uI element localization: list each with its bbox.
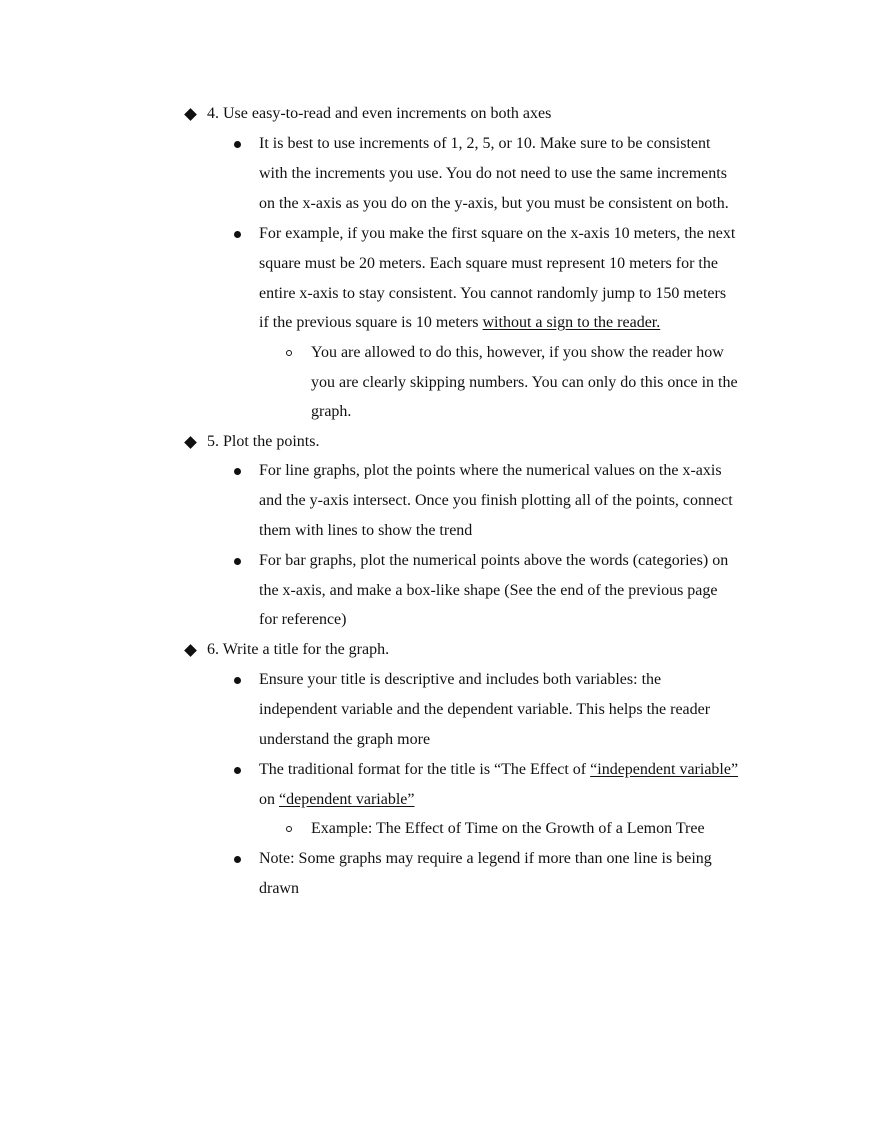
section-5-bullet-1-line-1: For line graphs, plot the points where the numerical values on the x-axis [259, 462, 722, 479]
section-5-bullet-2-line-3: for reference) [259, 611, 347, 628]
dependent-variable-phrase: “dependent variable” [279, 791, 415, 808]
section-6-heading: 6. Write a title for the graph. [207, 641, 390, 658]
bullet-dot-icon [234, 231, 241, 238]
section-6-bullet-2-line-1-text: The traditional format for the title is “The Effect of [259, 761, 591, 778]
section-5-bullet-1-line-3: them with lines to show the trend [259, 522, 473, 539]
section-6-bullet-3-line-1: Note: Some graphs may require a legend if more than one line is being [259, 850, 712, 867]
section-6-bullet-2-line-2 [259, 790, 414, 810]
section-5-bullet-2-line-2: the x-axis, and make a box-like shape (See the end of the previous page [259, 582, 718, 599]
bullet-dot-icon [234, 856, 241, 863]
diamond-bullet-icon [184, 644, 197, 657]
section-6-bullet-1-line-3: understand the graph more [259, 731, 431, 748]
bullet-dot-icon [234, 141, 241, 148]
section-4-underlined-phrase: without a sign to the reader. [482, 314, 661, 331]
diamond-bullet-icon [184, 436, 197, 449]
bullet-dot-icon [234, 558, 241, 565]
section-4-bullet-2-line-2: square must be 20 meters. Each square must represent 10 meters for the [259, 255, 718, 272]
section-6-bullet-1-line-2: independent variable and the dependent variable. This helps the reader [259, 701, 711, 718]
section-5-bullet-1-line-2: and the y-axis intersect. Once you finish plotting all of the points, connect [259, 492, 733, 509]
section-4-sub-1-line-1: You are allowed to do this, however, if you show the reader how [311, 344, 724, 361]
sub-bullet-circle-icon [286, 826, 292, 832]
sub-bullet-circle-icon [286, 350, 292, 356]
section-4-sub-1-line-2: you are clearly skipping numbers. You can only do this once in the [311, 374, 738, 391]
diamond-bullet-icon [184, 108, 197, 121]
section-6-bullet-2-line-2-text: on [259, 791, 279, 808]
section-4-bullet-2-line-4-text: if the previous square is 10 meters [259, 314, 483, 331]
section-4-bullet-1-line-1: It is best to use increments of 1, 2, 5, or 10. Make sure to be consistent [259, 135, 711, 152]
section-4-bullet-2-line-1: For example, if you make the first square on the x-axis 10 meters, the next [259, 225, 736, 242]
independent-variable-phrase: “independent variable” [590, 761, 739, 778]
section-6-bullet-2-line-1 [259, 760, 738, 780]
section-6-bullet-1-line-1: Ensure your title is descriptive and includes both variables: the [259, 671, 662, 688]
section-4-bullet-1-line-3: on the x-axis as you do on the y-axis, but you must be consistent on both. [259, 195, 729, 212]
section-5-bullet-2-line-1: For bar graphs, plot the numerical points above the words (categories) on [259, 552, 729, 569]
section-6-sub-1-line-1: Example: The Effect of Time on the Growth of a Lemon Tree [311, 820, 705, 837]
section-4-sub-1-line-3: graph. [311, 403, 352, 420]
bullet-dot-icon [234, 468, 241, 475]
bullet-dot-icon [234, 767, 241, 774]
bullet-dot-icon [234, 677, 241, 684]
section-4-bullet-2-line-3: entire x-axis to stay consistent. You cannot randomly jump to 150 meters [259, 285, 727, 302]
section-4-heading: 4. Use easy-to-read and even increments on both axes [207, 105, 552, 122]
section-5-heading: 5. Plot the points. [207, 433, 320, 450]
section-4-bullet-2-line-4 [259, 313, 660, 333]
section-4-bullet-1-line-2: with the increments you use. You do not need to use the same increments [259, 165, 727, 182]
section-6-bullet-3-line-2: drawn [259, 880, 299, 897]
